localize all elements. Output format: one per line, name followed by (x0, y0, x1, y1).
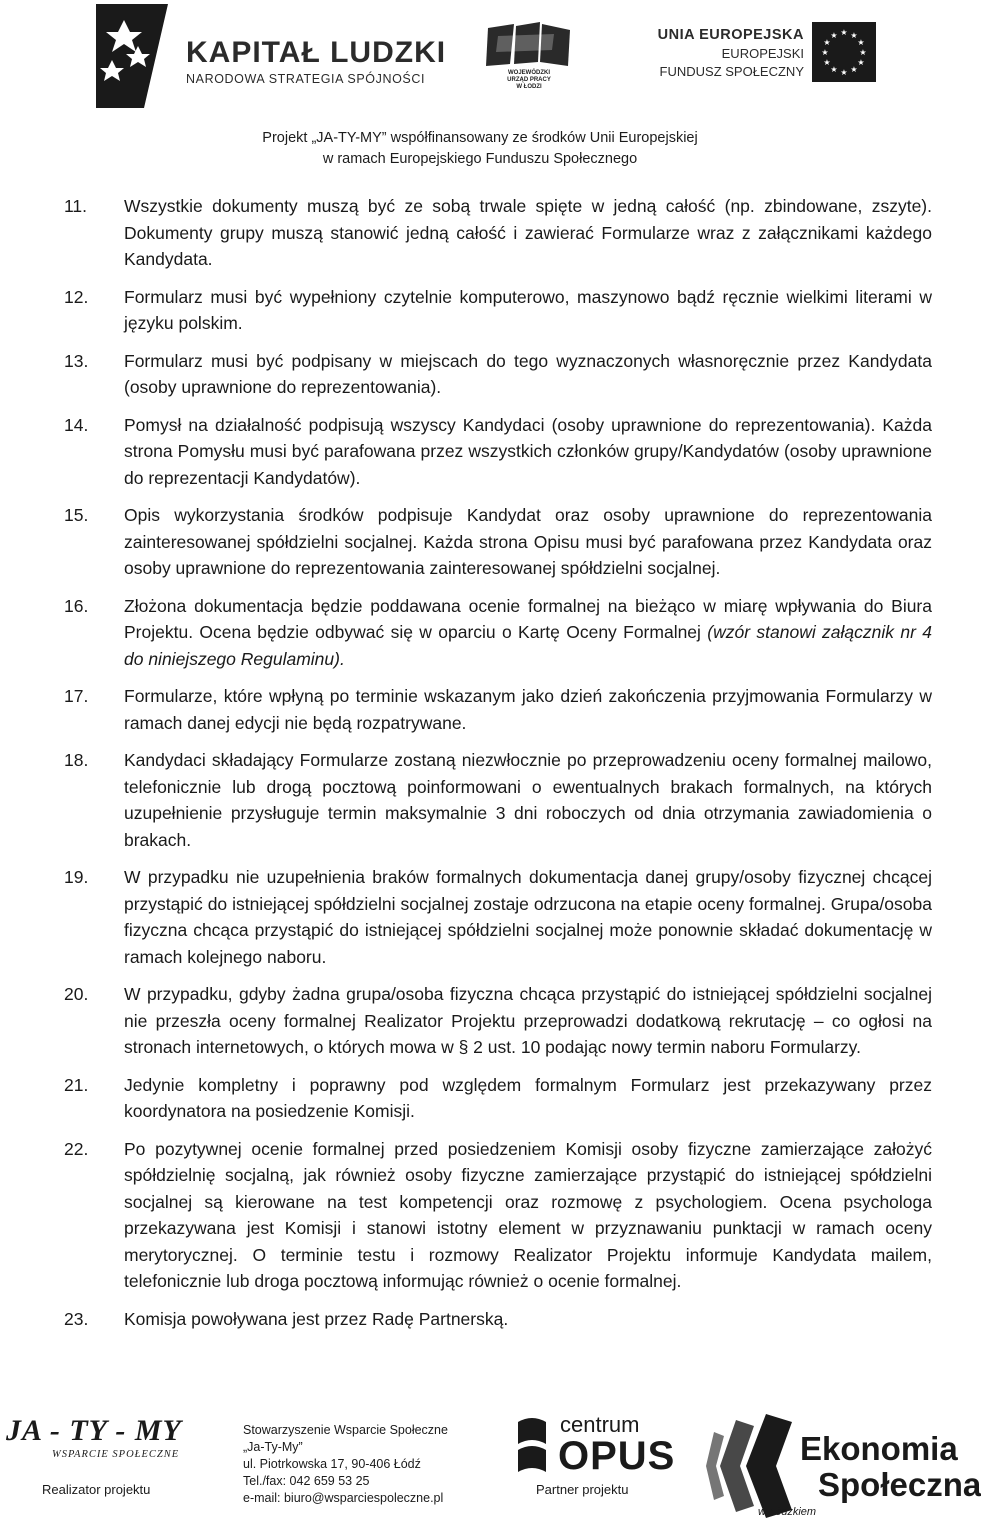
svg-text:★: ★ (857, 58, 865, 67)
page-header (0, 0, 960, 167)
svg-text:★: ★ (840, 28, 848, 37)
item-number: 13. (64, 350, 89, 371)
svg-text:★: ★ (859, 48, 867, 57)
ue-line3: FUNDUSZ SPOŁECZNY (659, 64, 804, 79)
list-item (64, 981, 932, 1061)
svg-text:★: ★ (850, 31, 858, 40)
kapital-ludzki-title: KAPITAŁ LUDZKI (186, 36, 447, 69)
list-item (64, 747, 932, 853)
project-line-1: Projekt „JA-TY-MY” współfinansowany ze środków Unii Europejskiej (262, 130, 698, 146)
item-text: Wszystkie dokumenty muszą być ze sobą trwale spięte w jedną całość (np. zbindowane, zszyte). Dokumenty grupy muszą stanowić jedną całość i zawierać Formularze wraz z załącznikami każdego Kandydata. (124, 196, 932, 269)
opus-logo-line2: OPUS (558, 1434, 676, 1478)
item-number: 17. (64, 686, 89, 706)
partner-label: Partner projektu (536, 1482, 629, 1497)
item-text: W przypadku, gdyby żadna grupa/osoba fizyczna chcąca przystąpić do istniejącej spółdzielni socjalnej nie przeszła oceny formalnej Realizator Projektu przeprowadzi dodatkową rekrutację – co ogłosi na stronach internetowych, o których mowa w § 2 ust. 10 podając nowy termin naboru Formularzy. (124, 984, 932, 1057)
item-number: 15. (64, 505, 89, 525)
list-item (64, 193, 932, 273)
org-email: e-mail: biuro@wsparciespoleczne.pl (243, 1491, 444, 1505)
ekonomia-logo-line1: Ekonomia (800, 1430, 958, 1467)
svg-text:★: ★ (830, 65, 838, 74)
item-text: Po pozytywnej ocenie formalnej przed posiedzeniem Komisji osoby fizyczne zamierzające założyć spółdzielnię socjalną, jak również osoby fizyczne zamierzające przystąpić do istniejącej spółdzielni socjalnej są kierowane na test kompetencji oraz rozmowę z psychologiem. Ocena psychologa przekazywana jest Komisji i stanowi istotny element w przyznawaniu punktacji w ramach oceny merytorycznej. O terminie testu i rozmowy Realizator Projektu informuje Kandydata mailem, telefonicznie lub droga pocztową informując również o ocenie formalnej. (124, 1138, 932, 1291)
opus-logo-line1: centrum (560, 1412, 640, 1437)
item-text-regular: Złożona dokumentacja będzie poddawana ocenie formalnej na bieżąco w miarę wpływania do Biura Projektu. Ocena będzie odbywać się w oparciu o Kartę Oceny Formalnej (124, 595, 932, 642)
item-text: W przypadku nie uzupełnienia braków formalnych dokumentacja danej grupy/osoby fizycznej chcącej przystąpić do istniejącej spółdzielni socjalnej zostaje odrzucona na etapie oceny formalnej. Grupa/osoba fizyczna chcąca przystąpić do istniejącej spółdzielni socjalnej może ponownie składać dokumentację w ramach kolejnego naboru. (124, 867, 932, 967)
svg-text:★: ★ (857, 38, 865, 47)
item-text: Pomysł na działalność podpisują wszyscy Kandydaci (osoby uprawnione do reprezentowania). Każda strona Pomysłu musi być parafowana przez wszystkich członków grupy/Kandydatów (osoby uprawnione do reprezentacji Kandydatów). (124, 414, 932, 488)
svg-text:★: ★ (821, 48, 829, 57)
svg-text:★: ★ (840, 68, 848, 77)
item-number: 22. (64, 1138, 89, 1159)
page-footer (0, 1400, 981, 1527)
item-number: 23. (64, 1308, 89, 1329)
wup-line1: WOJEWÓDZKI (508, 70, 550, 76)
list-item (64, 593, 932, 673)
item-text: Opis wykorzystania środków podpisuje Kandydat oraz osoby uprawnione do reprezentowania zainteresowanej spółdzielni socjalnej. Każda strona Opisu musi być parafowana przez Kandydata oraz osoby uprawnione do reprezentowania zainteresowanej spółdzielni socjalnej. (124, 505, 932, 578)
jatymy-logo-subtitle: WSPARCIE SPOŁECZNE (52, 1449, 180, 1460)
item-number: 21. (64, 1074, 89, 1095)
org-address: ul. Piotrkowska 17, 90-406 Łódź (243, 1457, 421, 1471)
opus-logo-icon (508, 1414, 556, 1480)
kapital-ludzki-subtitle: NARODOWA STRATEGIA SPÓJNOŚCI (186, 72, 426, 86)
wup-lodz-logo-text (484, 70, 574, 91)
realizator-label: Realizator projektu (42, 1482, 151, 1497)
list-item (64, 1136, 932, 1295)
svg-text:★: ★ (823, 58, 831, 67)
list-item (64, 1072, 932, 1125)
item-number: 18. (64, 750, 89, 770)
item-number: 20. (64, 984, 89, 1004)
jatymy-logo: JA - TY - MY (6, 1414, 182, 1447)
item-text: Kandydaci składający Formularze zostaną niezwłocznie po przeprowadzeniu oceny formalnej mailowo, telefonicznie lub drogą pocztową poinformowani o ewentualnych brakach formalnych, na których uzupełnienie przysługuje termin maksymalnie 3 dni roboczych od dnia otrzymania zawiadomienia o brakach. (124, 750, 932, 850)
item-text: Formularz musi być wypełniony czytelnie komputerowo, maszynowo bądź ręcznie wielkimi literami w języku polskim. (124, 286, 932, 333)
ue-title: UNIA EUROPEJSKA (657, 27, 804, 43)
list-item (64, 683, 932, 736)
org-name: Stowarzyszenie Wsparcie Społeczne (243, 1423, 448, 1437)
svg-text:★: ★ (823, 38, 831, 47)
ekonomia-logo-line2: Społeczna (818, 1466, 981, 1503)
item-text: Jedynie kompletny i poprawny pod względem formalnym Formularz jest przekazywany przez koordynatora na posiedzenie Komisji. (124, 1074, 932, 1121)
item-text (124, 593, 932, 673)
item-number: 11. (64, 196, 88, 216)
kapital-ludzki-logo-icon (92, 2, 172, 110)
ekonomia-logo-line3: w Łódzkiem (758, 1506, 817, 1518)
list-item (64, 864, 932, 970)
item-text: Formularz musi być podpisany w miejscach do tego wyznaczonych własnoręcznie przez Kandydata (osoby uprawnione do reprezentowania). (124, 350, 932, 397)
org-name-2: „Ja-Ty-My” (243, 1440, 303, 1454)
item-number: 14. (64, 414, 89, 435)
project-line-2: w ramach Europejskiego Funduszu Społecznego (322, 151, 638, 167)
list-item (64, 348, 932, 401)
item-text: Komisja powoływana jest przez Radę Partnerską. (124, 1308, 509, 1329)
item-text-italic: (wzór stanowi załącznik nr 4 do niniejszego Regulaminu). (124, 622, 932, 669)
list-item (64, 502, 932, 582)
item-text: Formularze, które wpłyną po terminie wskazanym jako dzień zakończenia przyjmowania Formularzy w ramach danej edycji nie będą rozpatrywane. (124, 686, 932, 733)
org-phone: Tel./fax: 042 659 53 25 (243, 1474, 370, 1488)
svg-text:★: ★ (850, 65, 858, 74)
wup-line3: W ŁODZI (516, 84, 542, 90)
list-item (64, 1306, 932, 1333)
svg-text:★: ★ (830, 31, 838, 40)
ue-line2: EUROPEJSKI (721, 46, 804, 61)
item-number: 12. (64, 286, 89, 307)
item-number: 16. (64, 595, 89, 616)
organization-contact (243, 1422, 448, 1507)
list-item (64, 284, 932, 337)
eu-flag-icon (812, 22, 876, 82)
list-item (64, 412, 932, 492)
item-number: 19. (64, 867, 89, 887)
regulations-list (64, 193, 932, 1343)
wup-line2: URZĄD PRACY (507, 77, 551, 83)
